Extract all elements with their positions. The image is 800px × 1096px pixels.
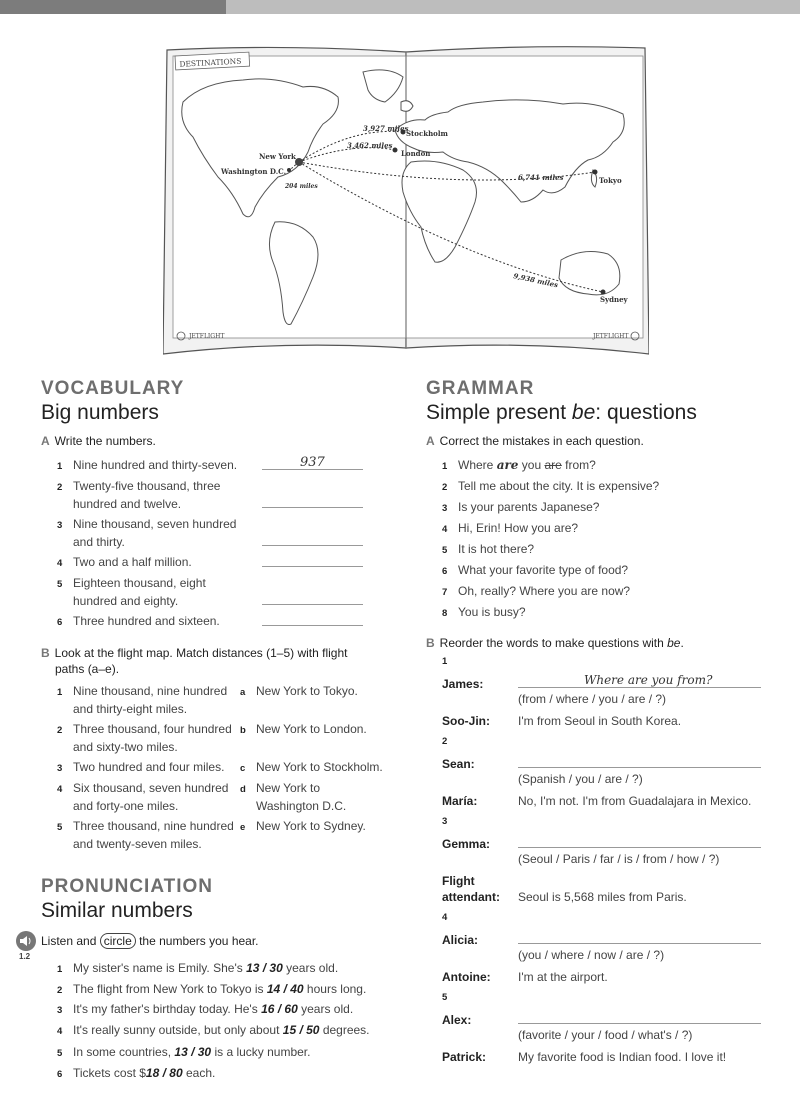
page-header-tab (0, 0, 226, 14)
speaker-name: Soo-Jin: (442, 714, 490, 728)
distance-tokyo: 6,741 miles (518, 173, 564, 182)
list-item: 1 My sister's name is Emily. She's 13 / 30 years old. (57, 961, 339, 975)
match-option: d New York to Washington D.C. (240, 781, 347, 813)
list-item: 1 Where are you are from? (442, 458, 596, 472)
dialog-reply: I'm from Seoul in South Korea. (518, 714, 682, 728)
dialog-number: 5 (442, 992, 448, 1003)
list-item: 4 It's really sunny outside, but only about 15 / 50 degrees. (57, 1023, 370, 1037)
speaker-name: Alex: (442, 1013, 472, 1027)
map-corner-right: JETFLIGHT (593, 333, 629, 340)
list-item: 5 It is hot there? (442, 542, 535, 556)
distance-london: 3,462 miles (347, 141, 393, 150)
answer-line[interactable] (262, 566, 363, 567)
grammar-a-instruction: A Correct the mistakes in each question. (426, 434, 644, 448)
dialog-reply: My favorite food is Indian food. I love it! (518, 1050, 727, 1064)
vocabulary-section (41, 378, 391, 432)
list-item: 4 Two and a half million. (57, 555, 192, 569)
dialog-reply: Seoul is 5,568 miles from Paris. (518, 890, 687, 904)
dialog-number: 4 (442, 912, 448, 923)
answer-line[interactable] (262, 604, 363, 605)
match-option: e New York to Sydney. (240, 819, 366, 833)
list-item: 6 Three hundred and sixteen. (57, 614, 220, 628)
map-corner-left: JETFLIGHT (189, 333, 225, 340)
distance-washington: 204 miles (285, 183, 318, 190)
list-item: 2 The flight from New York to Tokyo is 14 / 40 hours long. (57, 982, 367, 996)
answer-line[interactable] (262, 545, 363, 546)
vocabulary-title: Big numbers (41, 401, 159, 424)
speaker-name: James: (442, 677, 484, 691)
vocab-b-instruction: B Look at the flight map. Match distances (1–5) with flight paths (a–e). (41, 646, 348, 676)
speaker-name: María: (442, 794, 478, 808)
list-item: 3 It's my father's birthday today. He's 16 / 60 years old. (57, 1002, 354, 1016)
pronunciation-caption: PRONUNCIATION (41, 876, 214, 897)
dialog-reply: I'm at the airport. (518, 970, 608, 984)
flight-map (163, 42, 649, 358)
list-item: 2 Three thousand, four hundred and sixty-two miles. (57, 722, 232, 754)
city-tokyo: Tokyo (599, 176, 622, 185)
list-item: 8 You is busy? (442, 605, 526, 619)
list-item: 5 Eighteen thousand, eight hundred and eighty. (57, 576, 206, 608)
pronunciation-title: Similar numbers (41, 899, 193, 922)
dialog-number: 3 (442, 816, 448, 827)
answer-line[interactable] (518, 767, 761, 768)
list-item: 3 Is your parents Japanese? (442, 500, 600, 514)
speaker-name: Gemma: (442, 837, 491, 851)
vocabulary-caption: VOCABULARY (41, 378, 185, 399)
speaker-name: Alicia: (442, 933, 479, 947)
list-item: 5 Three thousand, nine hundred and twenty-seven miles. (57, 819, 234, 851)
grammar-b-instruction: B Reorder the words to make questions with be. (426, 636, 684, 650)
pronunciation-section (41, 876, 391, 930)
vocab-a-instruction: A Write the numbers. (41, 434, 156, 448)
word-cue: (Seoul / Paris / far / is / from / how / ?) (518, 852, 720, 866)
list-item: 3 Nine thousand, seven hundred and thirty. (57, 517, 237, 549)
handwritten-answer: 937 (300, 455, 325, 470)
map-label: DESTINATIONS (179, 56, 242, 69)
word-cue: (from / where / you / are / ?) (518, 692, 667, 706)
speaker-name: Patrick: (442, 1050, 487, 1064)
city-sydney: Sydney (600, 295, 628, 304)
pronunciation-instruction: Listen and circle the numbers you hear. (41, 934, 259, 948)
answer-line[interactable] (518, 687, 761, 688)
list-item: 5 In some countries, 13 / 30 is a lucky number. (57, 1045, 311, 1059)
list-item: 2 Twenty-five thousand, three hundred and twelve. (57, 479, 221, 511)
page-header-bar (0, 0, 800, 14)
list-item: 4 Hi, Erin! How you are? (442, 521, 579, 535)
list-item: 1 Nine hundred and thirty-seven. (57, 458, 238, 472)
list-item: 1 Nine thousand, nine hundred and thirty-eight miles. (57, 684, 228, 716)
answer-line[interactable] (262, 507, 363, 508)
dialog-number: 2 (442, 736, 448, 747)
city-new-york: New York (259, 152, 296, 161)
word-cue: (favorite / your / food / what's / ?) (518, 1028, 693, 1042)
match-option: a New York to Tokyo. (240, 684, 358, 698)
answer-line[interactable] (518, 1023, 761, 1024)
city-stockholm: Stockholm (406, 129, 448, 138)
grammar-caption: GRAMMAR (426, 378, 535, 399)
list-item: 7 Oh, really? Where you are now? (442, 584, 631, 598)
audio-speaker-icon[interactable] (16, 931, 36, 951)
speaker-name: Antoine: (442, 970, 491, 984)
grammar-title: Simple present be: questions (426, 401, 697, 424)
answer-line[interactable] (518, 847, 761, 848)
match-option: b New York to London. (240, 722, 367, 736)
speaker-name: Flight attendant: (442, 874, 500, 904)
list-item: 3 Two hundred and four miles. (57, 760, 225, 774)
list-item: 4 Six thousand, seven hundred and forty-one miles. (57, 781, 229, 813)
list-item: 6 Tickets cost $18 / 80 each. (57, 1066, 216, 1080)
audio-track-number: 1.2 (19, 952, 31, 961)
list-item: 2 Tell me about the city. It is expensive? (442, 479, 660, 493)
list-item: 6 What your favorite type of food? (442, 563, 629, 577)
dialog-reply: No, I'm not. I'm from Guadalajara in Mexico. (518, 794, 752, 808)
word-cue: (you / where / now / are / ?) (518, 948, 665, 962)
answer-line[interactable] (518, 943, 761, 944)
distance-sydney: 9,938 miles (512, 271, 559, 290)
handwritten-answer: Where are you from? (584, 673, 713, 687)
city-london: London (401, 149, 431, 158)
word-cue: (Spanish / you / are / ?) (518, 772, 643, 786)
city-washington: Washington D.C. (221, 167, 287, 176)
answer-line[interactable] (262, 625, 363, 626)
match-option: c New York to Stockholm. (240, 760, 383, 774)
grammar-section (426, 378, 776, 432)
distance-stockholm: 3,927 miles (363, 124, 409, 133)
speaker-name: Sean: (442, 757, 475, 771)
dialog-number: 1 (442, 656, 448, 667)
